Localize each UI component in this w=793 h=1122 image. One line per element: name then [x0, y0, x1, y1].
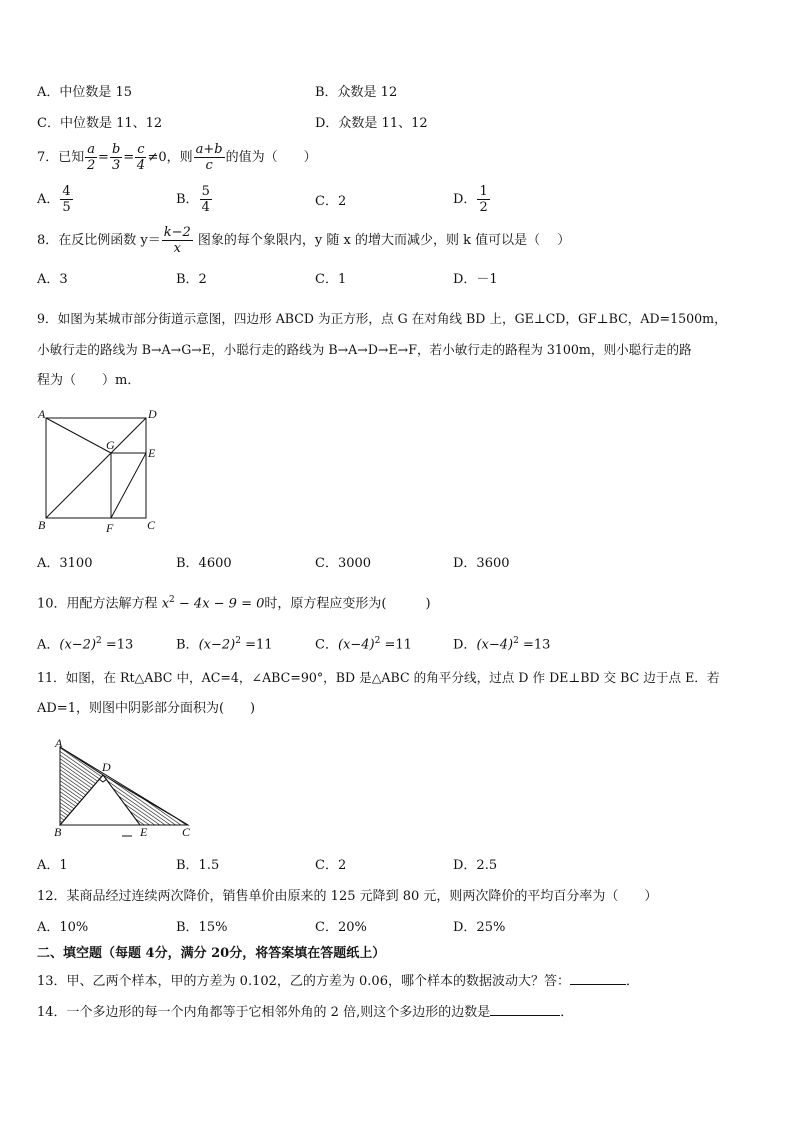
q7-frac-a2: $\frac{a}{2}$ — [87, 142, 96, 173]
q11-label-e: E — [140, 825, 148, 839]
q10-option-a: A．$(x-2)^2 =13$ — [37, 636, 134, 653]
q9-segment-fe — [111, 453, 146, 518]
q9-option-c: C．3000 — [315, 556, 372, 571]
q12-option-a: A．10% — [37, 920, 89, 935]
q7-option-a: A． $\frac{4}{5}$ — [37, 184, 71, 215]
q12-question: 12．某商品经过连续两次降价，销售单价由原来的 125 元降到 80 元，则两次降价的平均百分率为（ ） — [37, 889, 658, 904]
q9-option-d: D．3600 — [453, 556, 510, 571]
q9-label-b: B — [38, 518, 46, 532]
q9-diagonal-bd — [46, 418, 146, 518]
q11-label-b: B — [54, 825, 62, 839]
q9-square-figure — [34, 406, 164, 536]
q9-label-d: D — [148, 407, 157, 421]
q8-question: 8．在反比例函数 y＝ $\frac{k-2}{x}$ 图象的每个象限内，y 随 x 的增大而减少，则 k 值可以是（ ） — [37, 225, 571, 256]
q13-question: 13．甲、乙两个样本，甲的方差为 0.102，乙的方差为 0.06，哪个样本的数据波动大？答： ． — [37, 974, 639, 989]
q7-frac-b3: $\frac{b}{3}$ — [111, 142, 121, 173]
q11-option-c: C．2 — [315, 858, 347, 873]
q11-line2: AD=1，则图中阴影部分面积为( ) — [37, 701, 256, 716]
q9-option-b: B．4600 — [176, 556, 232, 571]
q12-option-d: D．25% — [453, 920, 506, 935]
q6-option-c: C．中位数是 11、12 — [37, 116, 163, 131]
q9-segment-ag — [46, 418, 111, 453]
q9-label-a: A — [38, 407, 46, 421]
q7-frac-c4: $\frac{c}{4}$ — [136, 142, 145, 173]
q10-option-d: D．$(x-4)^2 =13$ — [453, 636, 551, 653]
q6-option-b: B．众数是 12 — [315, 85, 398, 100]
q12-option-b: B．15% — [176, 920, 228, 935]
q11-option-b: B．1.5 — [176, 858, 220, 873]
q11-label-a: A — [55, 736, 63, 750]
q7-option-c: C．2 — [315, 194, 347, 209]
q11-line1: 11．如图，在 Rt△ABC 中，AC=4，∠ABC=90°，BD 是△ABC 的角平分线，过点 D 作 DE⊥BD 交 BC 边于点 E．若 — [37, 670, 720, 685]
q11-label-d: D — [102, 760, 111, 774]
q11-shaded-abd — [60, 747, 103, 825]
q8-option-b: B．2 — [176, 272, 207, 287]
q9-line1: 9．如图为某城市部分街道示意图，四边形 ABCD 为正方形，点 G 在对角线 BD 上，GE⊥CD，GF⊥BC，AD=1500m， — [37, 311, 727, 326]
q13-answer-blank[interactable] — [570, 972, 626, 985]
q9-label-f: F — [106, 521, 114, 535]
q7-frac-target: $\frac{a+b}{c}$ — [195, 142, 223, 173]
q6-option-d: D．众数是 11、12 — [315, 116, 428, 131]
q9-label-c: C — [147, 518, 156, 532]
q7-option-d: D． $\frac{1}{2}$ — [453, 184, 488, 215]
q7-question: 7．已知 $\frac{a}{2}$ = $\frac{b}{3}$ = $\frac{c}{4}$ ≠0，则 $\frac{a+b}{c}$ 的值为（ ） — [37, 142, 317, 173]
q11-right-angle-mark — [99, 779, 107, 782]
q8-option-a: A．3 — [37, 272, 68, 287]
q10-option-c: C．$(x-4)^2 =11$ — [315, 636, 412, 653]
q11-option-d: D．2.5 — [453, 858, 498, 873]
q8-option-c: C．1 — [315, 272, 347, 287]
q14-question: 14．一个多边形的每一个内角都等于它相邻外角的 2 倍,则这个多边形的边数是 ． — [37, 1005, 574, 1020]
q9-label-e: E — [148, 446, 156, 460]
q6-option-a: A．中位数是 15 — [37, 85, 133, 100]
q9-line2: 小敏行走的路线为 B→A→G→E，小聪行走的路线为 B→A→D→E→F，若小敏行走的路程为 3100m，则小聪行走的路 — [37, 342, 692, 357]
q7-option-b: B． $\frac{5}{4}$ — [176, 184, 210, 215]
q11-label-c: C — [182, 825, 191, 839]
q8-frac: $\frac{k-2}{x}$ — [163, 225, 191, 256]
q14-answer-blank[interactable] — [490, 1003, 560, 1016]
q9-label-g: G — [106, 438, 115, 452]
q11-option-a: A．1 — [37, 858, 68, 873]
q12-option-c: C．20% — [315, 920, 367, 935]
q9-line3: 程为（ ）m． — [37, 373, 141, 388]
section-2-heading: 二、填空题（每题 4分，满分 20分，将答案填在答题纸上） — [37, 946, 386, 961]
q9-option-a: A．3100 — [37, 556, 93, 571]
q7-prefix: 7．已知 — [37, 150, 85, 165]
q10-option-b: B．$(x-2)^2 =11$ — [176, 636, 273, 653]
q11-triangle-figure — [48, 736, 198, 842]
q10-question: 10．用配方法解方程 $x^2 - 4x - 9 = 0$时，原方程应变形为( ) — [37, 595, 431, 612]
q8-option-d: D．－1 — [453, 272, 498, 287]
